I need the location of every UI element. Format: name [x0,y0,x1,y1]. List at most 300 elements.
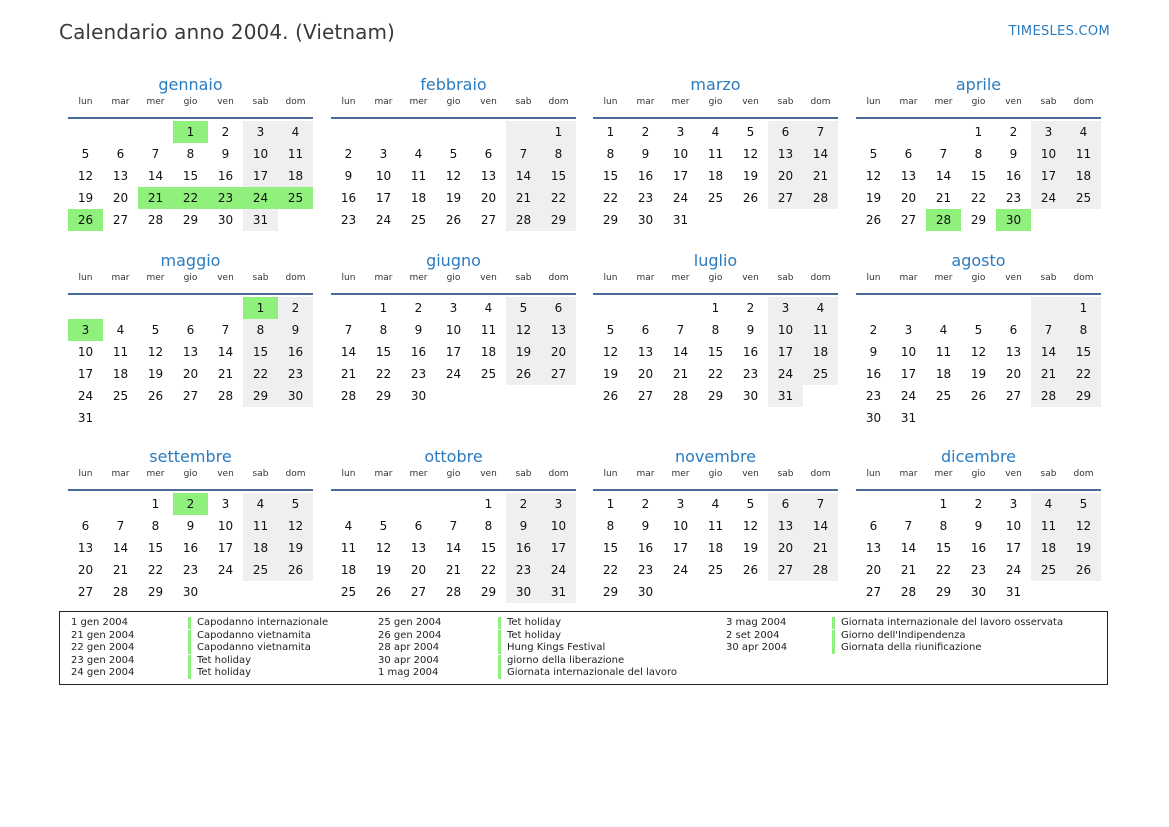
day-cell: 23 [970,563,987,577]
day-cell: 18 [410,191,427,205]
weekday-label: dom [1073,469,1094,479]
month-title: febbraio [420,75,487,94]
day-cell: 1 [606,125,615,139]
weekday-label: mer [934,469,953,479]
month-febbraio [331,73,576,231]
day-cell: 8 [606,519,615,533]
day-cell: 16 [182,541,199,555]
day-cell: 2 [221,125,230,139]
day-cell: 8 [974,147,983,161]
weekday-label: ven [480,97,497,107]
day-cell: 22 [243,363,278,385]
month-aprile [856,73,1101,231]
day-empty [138,297,173,319]
weekday-label: lun [78,469,93,479]
weekday-label: ven [480,273,497,283]
legend-date: 24 gen 2004 [71,667,135,679]
weekday-label: mar [111,469,130,479]
day-empty [891,297,926,319]
day-cell: 24 [1005,563,1022,577]
day-cell: 31 [768,385,803,407]
day-cell: 12 [147,345,164,359]
day-cell: 15 [480,541,497,555]
day-cell: 21 [1031,363,1066,385]
day-cell: 2 [344,147,353,161]
day-cell: 9 [746,323,755,337]
weekday-label: gio [971,469,986,479]
day-cell: 6 [81,519,90,533]
day-cell: 19 [865,191,882,205]
day-cell: 17 [541,537,576,559]
day-cell: 23 [278,363,313,385]
weekday-header [593,97,838,113]
day-cell: 10 [768,319,803,341]
day-cell: 9 [869,345,878,359]
month-title: maggio [160,251,221,270]
day-cell: 1 [484,497,493,511]
day-cell: 4 [243,493,278,515]
day-cell: 12 [375,541,392,555]
day-cell: 23 [340,213,357,227]
day-cell: 11 [707,147,724,161]
day-empty [436,121,471,143]
legend-holiday-name: Capodanno vietnamita [188,630,311,642]
day-cell: 11 [1066,143,1101,165]
weekday-label: mar [899,97,918,107]
legend-holiday-name: Tet holiday [498,630,561,642]
day-cell: 4 [1066,121,1101,143]
weekday-label: ven [217,469,234,479]
day-empty [961,297,996,319]
day-cell: 5 [746,497,755,511]
day-cell: 19 [147,367,164,381]
day-cell: 5 [151,323,160,337]
day-cell: 19 [77,191,94,205]
weekday-label: mar [374,97,393,107]
day-cell: 12 [278,515,313,537]
day-cell: 26 [506,363,541,385]
weekday-label: ven [742,273,759,283]
day-cell: 9 [221,147,230,161]
day-cell: 29 [147,585,164,599]
weekday-label: gio [446,469,461,479]
day-cell: 14 [506,165,541,187]
day-cell: 30 [637,585,654,599]
weekday-label: sab [515,273,532,283]
day-cell: 30 [970,585,987,599]
day-cell: 9 [186,519,195,533]
day-cell: 17 [445,345,462,359]
weekday-label: mer [146,97,165,107]
day-cell: 11 [340,541,357,555]
month-title: giugno [426,251,481,270]
day-cell: 28 [217,389,234,403]
day-cell: 3 [1031,121,1066,143]
day-cell: 27 [182,389,199,403]
weekday-label: lun [603,273,618,283]
day-cell: 7 [221,323,230,337]
day-cell: 9 [1009,147,1018,161]
weekday-label: gio [183,469,198,479]
day-grid [593,119,838,231]
day-cell: 28 [900,585,917,599]
day-cell: 1 [711,301,720,315]
weekday-label: gio [708,97,723,107]
day-empty [138,121,173,143]
day-cell: 7 [151,147,160,161]
weekday-label: sab [1040,273,1057,283]
weekday-label: dom [810,97,831,107]
day-cell: 29 [935,585,952,599]
day-cell: 13 [182,345,199,359]
day-empty [1031,297,1066,319]
day-cell: 13 [112,169,129,183]
month-title: ottobre [424,447,483,466]
day-cell: 30 [742,389,759,403]
weekday-label: dom [548,273,569,283]
weekday-label: ven [742,469,759,479]
day-cell: 18 [1031,537,1066,559]
day-cell: 2 [414,301,423,315]
day-grid [68,295,313,429]
day-cell: 18 [1066,165,1101,187]
weekday-label: mar [636,273,655,283]
day-cell: 13 [480,169,497,183]
weekday-label: sab [252,97,269,107]
day-cell: 25 [803,363,838,385]
day-cell: 14 [112,541,129,555]
day-cell: 26 [278,559,313,581]
legend-date: 2 set 2004 [726,629,780,641]
day-cell: 7 [939,147,948,161]
day-cell: 18 [340,563,357,577]
legend-date: 30 apr 2004 [378,654,440,666]
month-novembre [593,445,838,603]
day-cell: 21 [112,563,129,577]
weekday-label: lun [866,273,881,283]
day-cell: 14 [445,541,462,555]
day-cell: 23 [1005,191,1022,205]
day-cell: 19 [602,367,619,381]
holiday-day-cell: 25 [278,187,313,209]
day-cell: 25 [707,191,724,205]
day-cell: 18 [803,341,838,363]
weekday-label: mer [409,97,428,107]
weekday-label: gio [971,273,986,283]
day-cell: 25 [480,367,497,381]
day-cell: 9 [344,169,353,183]
weekday-label: lun [78,97,93,107]
day-cell: 5 [81,147,90,161]
day-empty [891,121,926,143]
day-cell: 14 [672,345,689,359]
day-cell: 19 [970,367,987,381]
day-cell: 15 [182,169,199,183]
day-cell: 11 [1031,515,1066,537]
day-cell: 27 [480,213,497,227]
weekday-header [856,273,1101,289]
day-cell: 19 [506,341,541,363]
day-cell: 12 [970,345,987,359]
day-cell: 24 [672,563,689,577]
day-grid [331,491,576,603]
day-cell: 12 [506,319,541,341]
day-cell: 16 [278,341,313,363]
day-cell: 20 [77,563,94,577]
day-cell: 8 [379,323,388,337]
month-title: novembre [674,447,757,466]
day-cell: 10 [375,169,392,183]
day-cell: 30 [506,581,541,603]
day-cell: 1 [974,125,983,139]
day-cell: 13 [768,515,803,537]
day-cell: 9 [641,147,650,161]
day-cell: 19 [375,563,392,577]
weekday-label: dom [548,97,569,107]
day-cell: 21 [445,563,462,577]
day-cell: 10 [541,515,576,537]
day-cell: 24 [541,559,576,581]
legend-date: 26 gen 2004 [378,629,442,641]
day-cell: 23 [637,563,654,577]
day-cell: 6 [1009,323,1018,337]
day-cell: 29 [970,213,987,227]
day-cell: 26 [970,389,987,403]
weekday-header [331,97,576,113]
legend-holiday-name: Giornata della riunificazione [832,642,982,654]
month-marzo [593,73,838,231]
weekday-header [331,273,576,289]
day-cell: 8 [1066,319,1101,341]
day-cell: 21 [935,191,952,205]
weekday-label: mer [146,469,165,479]
weekday-label: lun [866,97,881,107]
day-cell: 22 [375,367,392,381]
day-cell: 17 [1005,541,1022,555]
day-cell: 12 [602,345,619,359]
day-cell: 17 [77,367,94,381]
day-cell: 3 [1009,497,1018,511]
day-cell: 17 [375,191,392,205]
day-cell: 19 [278,537,313,559]
day-cell: 6 [904,147,913,161]
weekday-label: sab [1040,469,1057,479]
day-cell: 26 [742,191,759,205]
day-cell: 2 [506,493,541,515]
legend-date: 21 gen 2004 [71,629,135,641]
day-cell: 3 [541,493,576,515]
day-cell: 25 [410,213,427,227]
day-cell: 14 [217,345,234,359]
holiday-day-cell: 26 [68,209,103,231]
weekday-label: lun [603,469,618,479]
weekday-label: sab [252,273,269,283]
day-cell: 15 [602,541,619,555]
day-cell: 8 [606,147,615,161]
day-cell: 20 [768,165,803,187]
day-cell: 11 [112,345,129,359]
day-cell: 16 [340,191,357,205]
weekday-label: sab [252,469,269,479]
weekday-label: dom [285,469,306,479]
day-empty [506,121,541,143]
day-empty [103,121,138,143]
day-cell: 9 [641,519,650,533]
weekday-header [68,273,313,289]
day-cell: 24 [77,389,94,403]
day-cell: 2 [278,297,313,319]
day-cell: 15 [1066,341,1101,363]
day-cell: 6 [484,147,493,161]
day-cell: 15 [707,345,724,359]
day-cell: 9 [414,323,423,337]
day-cell: 30 [182,585,199,599]
day-cell: 26 [147,389,164,403]
day-cell: 25 [707,563,724,577]
day-cell: 4 [414,147,423,161]
day-cell: 12 [1066,515,1101,537]
day-cell: 31 [672,213,689,227]
day-cell: 5 [278,493,313,515]
day-empty [103,493,138,515]
day-grid [593,491,838,603]
day-cell: 9 [974,519,983,533]
legend-holiday-name: Capodanno internazionale [188,617,328,629]
day-empty [471,121,506,143]
day-cell: 27 [900,213,917,227]
day-cell: 3 [221,497,230,511]
legend-date: 23 gen 2004 [71,654,135,666]
day-cell: 10 [243,143,278,165]
weekday-label: lun [866,469,881,479]
day-cell: 6 [186,323,195,337]
day-cell: 15 [147,541,164,555]
day-cell: 29 [480,585,497,599]
day-cell: 18 [935,367,952,381]
weekday-label: gio [446,273,461,283]
weekday-label: gio [446,97,461,107]
day-cell: 29 [707,389,724,403]
day-cell: 17 [243,165,278,187]
day-cell: 10 [900,345,917,359]
day-cell: 8 [151,519,160,533]
day-cell: 21 [900,563,917,577]
day-grid [68,119,313,231]
holiday-legend [59,611,1108,685]
day-cell: 16 [1005,169,1022,183]
day-cell: 24 [375,213,392,227]
day-cell: 8 [243,319,278,341]
weekday-label: mer [146,273,165,283]
day-cell: 31 [541,581,576,603]
day-cell: 1 [379,301,388,315]
day-cell: 17 [672,169,689,183]
day-cell: 6 [414,519,423,533]
legend-holiday-name: Tet holiday [188,655,251,667]
day-cell: 14 [147,169,164,183]
weekday-label: mar [374,273,393,283]
month-title: gennaio [158,75,223,94]
day-cell: 13 [637,345,654,359]
day-cell: 21 [803,537,838,559]
day-cell: 17 [900,367,917,381]
day-cell: 16 [637,169,654,183]
day-cell: 15 [375,345,392,359]
day-empty [856,493,891,515]
day-cell: 2 [746,301,755,315]
legend-date: 1 mag 2004 [378,667,439,679]
day-cell: 27 [637,389,654,403]
day-cell: 31 [900,411,917,425]
holiday-day-cell: 28 [926,209,961,231]
weekday-label: gio [708,469,723,479]
day-cell: 22 [707,367,724,381]
day-cell: 21 [217,367,234,381]
brand-link[interactable]: TIMESLES.COM [1008,24,1110,39]
weekday-label: ven [217,97,234,107]
day-cell: 28 [340,389,357,403]
day-cell: 22 [147,563,164,577]
day-cell: 15 [935,541,952,555]
day-cell: 15 [541,165,576,187]
day-cell: 29 [182,213,199,227]
day-cell: 22 [602,191,619,205]
month-maggio [68,249,313,429]
weekday-label: lun [341,97,356,107]
day-cell: 30 [410,389,427,403]
day-cell: 4 [344,519,353,533]
weekday-label: dom [1073,97,1094,107]
day-cell: 27 [865,585,882,599]
day-cell: 22 [935,563,952,577]
legend-holiday-name: giorno della liberazione [498,655,624,667]
day-cell: 16 [217,169,234,183]
day-cell: 17 [1031,165,1066,187]
day-cell: 13 [541,319,576,341]
day-empty [401,121,436,143]
day-cell: 14 [803,515,838,537]
legend-holiday-name: Giorno dell'Indipendenza [832,630,966,642]
day-cell: 2 [641,125,650,139]
holiday-day-cell: 2 [173,493,208,515]
weekday-label: gio [708,273,723,283]
day-cell: 25 [340,585,357,599]
day-cell: 4 [116,323,125,337]
weekday-label: ven [1005,273,1022,283]
day-cell: 5 [746,125,755,139]
day-cell: 5 [974,323,983,337]
day-cell: 20 [865,563,882,577]
day-empty [856,121,891,143]
day-cell: 24 [1031,187,1066,209]
holiday-day-cell: 22 [173,187,208,209]
weekday-header [856,469,1101,485]
day-cell: 30 [217,213,234,227]
legend-holiday-name: Giornata internazionale del lavoro [498,667,677,679]
day-cell: 27 [410,585,427,599]
day-cell: 3 [904,323,913,337]
day-cell: 2 [641,497,650,511]
weekday-label: lun [341,469,356,479]
day-cell: 12 [865,169,882,183]
weekday-label: mer [409,273,428,283]
day-cell: 19 [742,169,759,183]
day-cell: 17 [768,341,803,363]
day-cell: 18 [480,345,497,359]
day-cell: 10 [672,147,689,161]
weekday-label: dom [548,469,569,479]
day-cell: 20 [1005,367,1022,381]
